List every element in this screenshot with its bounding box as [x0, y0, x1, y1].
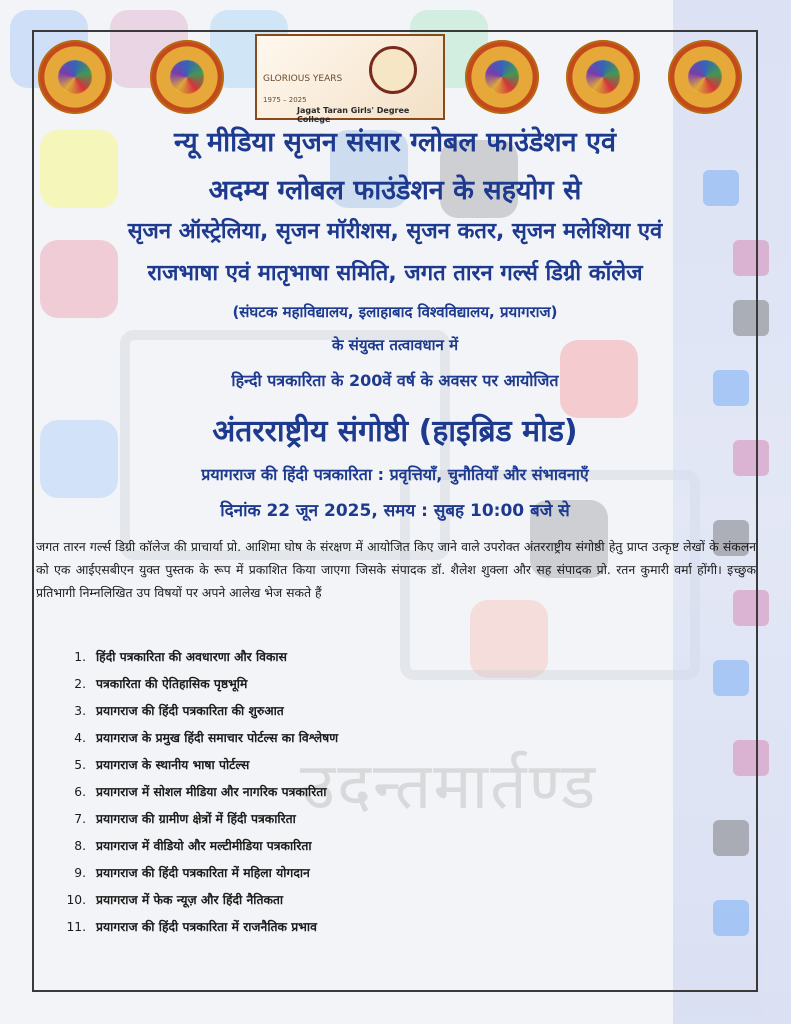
list-item: 2. पत्रकारिता की ऐतिहासिक पृष्ठभूमि	[74, 676, 248, 691]
description-paragraph: जगत तारन गर्ल्स डिग्री कॉलेज की प्राचार्या प्रो. आशिमा घोष के संरक्षण में आयोजित किए जाने वाले उपरोक्त अंतरराष्ट्रीय संगोष्ठी हेतु प्राप्त उत्कृष्ट लेखों के संकलन को एक आईएसबीएन युक्त पुस्तक के रूप में प्रकाशित किया जाएगा जिसके संपादक डॉ. शैलेश शुक्ला और सह संपादक प्रो. रतन कुमारी वर्मा होंगी। इच्छुक प्रतिभागी निम्नलिखित उप विषयों पर अपने आलेख भेज सकते हैं	[36, 539, 756, 600]
seminar-title: अंतरराष्ट्रीय संगोष्ठी (हाइब्रिड मोड)	[212, 414, 578, 449]
college-emblem-icon	[369, 46, 417, 94]
list-item: 5. प्रयागराज के स्थानीय भाषा पोर्टल्स	[74, 757, 250, 772]
college-50-years-logo	[255, 34, 445, 124]
list-item: 1. हिंदी पत्रकारिता की अवधारणा और विकास	[74, 649, 287, 664]
committee-line: राजभाषा एवं मातृभाषा समिति, जगत तारन गर्ल्स डिग्री कॉलेज	[147, 261, 643, 286]
foundation-seal-logo	[668, 40, 742, 114]
college-name-text: Jagat Taran Girls' Degree College	[297, 106, 410, 124]
list-item: 3. प्रयागराज की हिंदी पत्रकारिता की शुरुआत	[74, 703, 284, 718]
poster-frame	[32, 30, 758, 992]
occasion-line: हिन्दी पत्रकारिता के 200वें वर्ष के अवसर पर आयोजित	[231, 371, 559, 390]
seminar-theme: प्रयागराज की हिंदी पत्रकारिता : प्रवृत्तियाँ, चुनौतियाँ और संभावनाएँ	[201, 465, 589, 484]
list-item: 11. प्रयागराज की हिंदी पत्रकारिता में राजनैतिक प्रभाव	[66, 919, 317, 934]
subtopics-list	[62, 643, 662, 940]
list-item: 9. प्रयागराज की हिंदी पत्रकारिता में महिला योगदान	[74, 865, 310, 880]
list-item: 4. प्रयागराज के प्रमुख हिंदी समाचार पोर्टल्स का विश्लेषण	[74, 730, 339, 745]
list-item: 7. प्रयागराज की ग्रामीण क्षेत्रों में हिंदी पत्रकारिता	[74, 811, 296, 826]
date-time: दिनांक 22 जून 2025, समय : सुबह 10:00 बजे से	[220, 501, 570, 521]
logo-row	[34, 32, 756, 122]
joint-auspices-line: के संयुक्त तत्वावधान में	[331, 336, 459, 354]
affiliation-line: (संघटक महाविद्यालय, इलाहाबाद विश्वविद्यालय, प्रयागराज)	[232, 303, 558, 321]
organizer-line-1: न्यू मीडिया सृजन संसार ग्लोबल फाउंडेशन एवं	[173, 127, 616, 158]
foundation-seal-logo	[38, 40, 112, 114]
foundation-seal-logo	[150, 40, 224, 114]
foundation-seal-logo	[566, 40, 640, 114]
list-item: 8. प्रयागराज में वीडियो और मल्टीमीडिया पत्रकारिता	[74, 838, 312, 853]
partners-line: सृजन ऑस्ट्रेलिया, सृजन मॉरीशस, सृजन कतर, सृजन मलेशिया एवं	[127, 219, 663, 244]
glorious-years-text: GLORIOUS YEARS	[263, 74, 343, 84]
list-item: 6. प्रयागराज में सोशल मीडिया और नागरिक पत्रकारिता	[74, 784, 327, 799]
organizer-line-2: अदम्य ग्लोबल फाउंडेशन के सहयोग से	[208, 175, 582, 206]
list-item: 10. प्रयागराज में फेक न्यूज़ और हिंदी नैतिकता	[66, 892, 284, 907]
foundation-seal-logo	[465, 40, 539, 114]
years-range-text: 1975 – 2025	[263, 96, 307, 104]
udant-martand-watermark: उदन्तमार्तण्ड	[300, 750, 598, 824]
